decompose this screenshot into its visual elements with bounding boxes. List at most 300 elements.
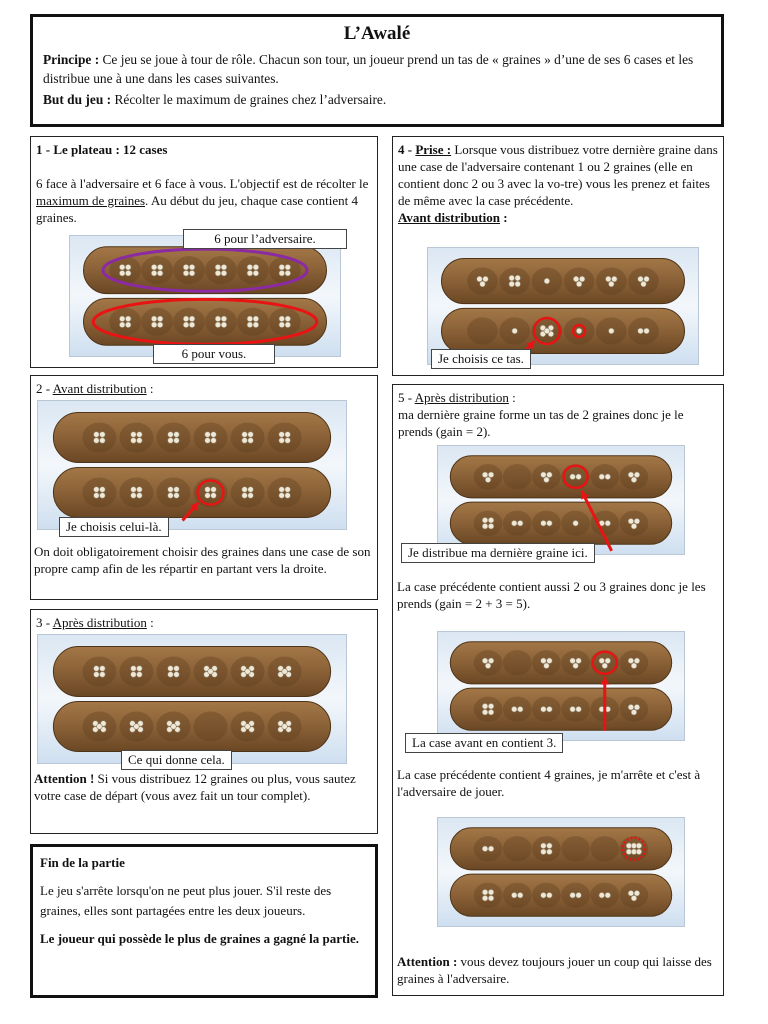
caption-tas: Je choisis ce tas.	[431, 349, 531, 369]
seed	[605, 474, 611, 480]
seed	[131, 487, 137, 493]
seed	[547, 706, 553, 712]
board-capture-3	[437, 817, 685, 927]
seed	[215, 270, 221, 276]
seed	[253, 316, 259, 322]
seed	[279, 493, 285, 499]
seed	[134, 724, 140, 730]
seed	[211, 438, 217, 444]
principe-text: Ce jeu se joue à tour de rôle. Chacun son tour, un joueur prend un tas de « graines » d’une de ses 6 cases et les distribue une à une dans les cases suivantes.	[43, 52, 694, 86]
seed	[488, 709, 494, 715]
board-pit	[237, 256, 269, 284]
seed	[282, 669, 288, 675]
seed	[517, 892, 523, 898]
seed	[599, 892, 605, 898]
seed	[174, 672, 180, 678]
seed	[131, 666, 137, 672]
seed	[541, 706, 547, 712]
section4-text: 4 - Prise : Lorsque vous distribuez votre dernière graine dans une case de l'adversaire contenant 1 ou 2 graines (elle en contient donc 2 ou 3 avec la vo-tre) vous les prenez et faites de même avec la case précédente.	[398, 142, 718, 208]
seed	[157, 264, 163, 270]
caption-adversaire: 6 pour l’adversaire.	[183, 229, 347, 249]
seed	[488, 658, 494, 664]
board-pit	[268, 478, 302, 508]
seed	[168, 432, 174, 438]
board-pit	[109, 308, 141, 336]
seed	[157, 270, 163, 276]
section-apres-prise	[392, 384, 724, 996]
section2-text: On doit obligatoirement choisir des graines dans une case de son propre camp afin de les répartir en partant vers la droite.	[34, 544, 371, 576]
seed	[544, 278, 550, 284]
board-drawing	[428, 248, 698, 364]
seed	[488, 846, 494, 852]
seed	[242, 487, 248, 493]
seed	[576, 281, 582, 287]
seed	[285, 487, 291, 493]
seed	[482, 895, 488, 901]
board-drawing	[38, 401, 346, 529]
page-title: L’Awalé	[343, 23, 411, 44]
seed	[137, 487, 143, 493]
seed	[511, 892, 517, 898]
seed	[634, 890, 640, 896]
seed	[517, 520, 523, 526]
seed	[483, 276, 489, 282]
seed	[157, 316, 163, 322]
seed	[279, 264, 285, 270]
board-pit	[157, 657, 191, 687]
seed	[488, 517, 494, 523]
seed	[245, 724, 251, 730]
seed	[279, 270, 285, 276]
but-label: But du jeu :	[43, 92, 112, 107]
seed	[248, 487, 254, 493]
seed	[100, 432, 106, 438]
section-plateau	[30, 136, 378, 368]
board-drawing	[438, 446, 684, 554]
seed	[279, 438, 285, 444]
seed	[137, 672, 143, 678]
seed	[482, 658, 488, 664]
board-pit	[173, 308, 205, 336]
seed	[94, 672, 100, 678]
seed	[151, 316, 157, 322]
seed	[541, 892, 547, 898]
board-pit	[141, 308, 173, 336]
seed	[547, 472, 553, 478]
seed	[641, 281, 647, 287]
seed	[211, 493, 217, 499]
seed	[547, 843, 553, 849]
seed	[638, 276, 644, 282]
seed	[628, 518, 634, 524]
seed	[242, 432, 248, 438]
seed	[215, 316, 221, 322]
board-pit	[231, 478, 265, 508]
seed	[477, 276, 483, 282]
board-pit	[269, 308, 301, 336]
seed	[137, 493, 143, 499]
seed	[606, 276, 612, 282]
seed	[634, 658, 640, 664]
board-after	[37, 634, 347, 764]
section5-text1: ma dernière graine forme un tas de 2 graines donc je le prends (gain = 2).	[398, 407, 684, 439]
seed	[485, 477, 491, 483]
seed	[189, 322, 195, 328]
seed	[482, 472, 488, 478]
caption-vous: 6 pour vous.	[153, 344, 275, 364]
section2-title: 2 - Avant distribution :	[36, 381, 154, 396]
seed	[174, 666, 180, 672]
seed	[576, 892, 582, 898]
seed	[579, 276, 585, 282]
board-pit	[474, 883, 503, 908]
seed	[631, 477, 637, 483]
seed	[511, 706, 517, 712]
board-pit	[157, 423, 191, 453]
seed	[119, 316, 125, 322]
seed	[547, 658, 553, 664]
seed	[168, 666, 174, 672]
seed	[541, 843, 547, 849]
section-fin-partie	[30, 844, 378, 998]
board-pit	[141, 256, 173, 284]
seed	[576, 474, 582, 480]
board-drawing	[38, 635, 346, 763]
seed	[631, 895, 637, 901]
seed	[631, 709, 637, 715]
seed	[208, 669, 214, 675]
section-plateau-title: 1 - Le plateau : 12 cases	[36, 142, 168, 157]
board-pit	[503, 464, 532, 489]
seed	[644, 276, 650, 282]
seed	[573, 663, 579, 669]
seed	[137, 432, 143, 438]
seed	[119, 270, 125, 276]
seed	[609, 281, 615, 287]
seed	[602, 663, 608, 669]
fin-title: Fin de la partie	[40, 855, 125, 870]
board-pit	[237, 308, 269, 336]
seed	[131, 438, 137, 444]
seed	[576, 706, 582, 712]
section-apres-distribution	[30, 609, 378, 834]
seed	[189, 270, 195, 276]
seed	[215, 322, 221, 328]
seed	[131, 493, 137, 499]
section3-title: 3 - Après distribution :	[36, 615, 154, 630]
seed	[488, 472, 494, 478]
seed	[253, 264, 259, 270]
seed	[215, 264, 221, 270]
seed	[628, 658, 634, 664]
seed	[125, 270, 131, 276]
seed	[189, 316, 195, 322]
seed	[183, 322, 189, 328]
seed	[174, 438, 180, 444]
seed	[609, 328, 615, 334]
seed	[512, 328, 518, 334]
seed	[97, 724, 103, 730]
board-pit	[561, 836, 590, 861]
seed	[100, 487, 106, 493]
seed	[644, 328, 650, 334]
seed	[634, 518, 640, 524]
seed	[183, 270, 189, 276]
fin-winner: Le joueur qui possède le plus de graines a gagné la partie.	[40, 931, 360, 946]
but-text: Récolter le maximum de graines chez l’adversaire.	[111, 92, 387, 107]
seed	[628, 472, 634, 478]
seed	[541, 520, 547, 526]
seed	[168, 487, 174, 493]
board-drawing	[438, 818, 684, 926]
board-pit	[173, 256, 205, 284]
seed	[248, 432, 254, 438]
seed	[541, 658, 547, 664]
seed	[151, 264, 157, 270]
seed	[205, 438, 211, 444]
seed	[517, 706, 523, 712]
seed	[94, 438, 100, 444]
board-capture-1	[437, 445, 685, 555]
seed	[183, 316, 189, 322]
seed	[221, 264, 227, 270]
seed	[211, 487, 217, 493]
board-capture-2	[437, 631, 685, 741]
seed	[247, 264, 253, 270]
board-pit	[474, 697, 503, 722]
seed	[247, 322, 253, 328]
seed	[137, 438, 143, 444]
seed	[168, 672, 174, 678]
board-pit	[82, 657, 116, 687]
seed	[570, 474, 576, 480]
seed	[636, 849, 642, 855]
board-pit	[474, 511, 503, 536]
seed	[174, 432, 180, 438]
seed	[544, 663, 550, 669]
seed	[638, 328, 644, 334]
board-pit	[499, 267, 530, 294]
section5-text3: La case précédente contient 4 graines, je m'arrête et c'est à l'adversaire de jouer.	[397, 767, 701, 799]
seed	[242, 493, 248, 499]
seed	[100, 438, 106, 444]
seed	[573, 520, 579, 526]
seed	[119, 264, 125, 270]
board-pit	[119, 657, 153, 687]
seed	[131, 432, 137, 438]
seed	[279, 322, 285, 328]
seed	[279, 432, 285, 438]
seed	[125, 316, 131, 322]
seed	[285, 316, 291, 322]
seed	[94, 487, 100, 493]
board-pit	[231, 423, 265, 453]
seed	[605, 892, 611, 898]
seed	[636, 843, 642, 849]
seed	[151, 322, 157, 328]
seed	[189, 264, 195, 270]
seed	[137, 666, 143, 672]
but-paragraph	[43, 90, 711, 109]
seed	[488, 703, 494, 709]
seed	[247, 316, 253, 322]
seed	[285, 438, 291, 444]
board-pit	[119, 478, 153, 508]
fin-text: Le jeu s'arrête lorsqu'on ne peut plus jouer. S'il reste des graines, elles sont partagées entre les deux joueurs.	[40, 883, 332, 918]
seed	[94, 432, 100, 438]
seed	[634, 472, 640, 478]
header-box	[30, 14, 724, 127]
seed	[171, 724, 177, 730]
seed	[168, 438, 174, 444]
seed	[515, 275, 521, 281]
seed	[488, 889, 494, 895]
seed	[547, 892, 553, 898]
seed	[482, 889, 488, 895]
seed	[628, 704, 634, 710]
seed	[174, 493, 180, 499]
section-plateau-text: 6 face à l'adversaire et 6 face à vous. L'objectif est de récolter le maximum de graines. Au début du jeu, chaque case contient 4 graines.	[36, 176, 369, 225]
board-initial	[69, 235, 341, 357]
seed	[100, 666, 106, 672]
seed	[285, 432, 291, 438]
seed	[205, 493, 211, 499]
seed	[221, 270, 227, 276]
seed	[245, 669, 251, 675]
section3-attention: Attention ! Si vous distribuez 12 graines ou plus, vous sautez votre case de départ (vous avez fait un tour complet).	[34, 771, 356, 803]
seed	[488, 523, 494, 529]
seed	[482, 523, 488, 529]
caption-case-avant: La case avant en contient 3.	[405, 733, 563, 753]
caption-choisis: Je choisis celui-là.	[59, 517, 169, 537]
board-pit	[503, 650, 532, 675]
seed	[485, 663, 491, 669]
seed	[570, 658, 576, 664]
seed	[482, 703, 488, 709]
seed	[599, 658, 605, 664]
seed	[248, 493, 254, 499]
seed	[253, 322, 259, 328]
seed	[285, 322, 291, 328]
seed	[94, 666, 100, 672]
caption-derniere-graine: Je distribue ma dernière graine ici.	[401, 543, 595, 563]
seed	[541, 849, 547, 855]
seed	[541, 472, 547, 478]
seed	[174, 487, 180, 493]
seed	[285, 270, 291, 276]
seed	[205, 487, 211, 493]
board-pit	[503, 836, 532, 861]
board-pit	[467, 317, 498, 344]
seed	[509, 275, 515, 281]
seed	[125, 264, 131, 270]
board-prise-before	[427, 247, 699, 365]
seed	[131, 672, 137, 678]
seed	[279, 316, 285, 322]
seed	[544, 328, 550, 334]
seed	[631, 663, 637, 669]
board-pit	[194, 712, 228, 742]
seed	[515, 281, 521, 287]
seed	[511, 520, 517, 526]
seed	[94, 493, 100, 499]
seed	[480, 281, 486, 287]
seed	[488, 895, 494, 901]
section-prise	[392, 136, 724, 376]
seed	[183, 264, 189, 270]
seed	[573, 276, 579, 282]
seed	[282, 724, 288, 730]
seed	[482, 709, 488, 715]
seed	[279, 487, 285, 493]
seed	[547, 849, 553, 855]
seed	[248, 438, 254, 444]
section5-text2: La case précédente contient aussi 2 ou 3 graines donc je les prends (gain = 2 + 3 = 5).	[397, 579, 706, 611]
section5-attention: Attention : vous devez toujours jouer un coup qui laisse des graines à l'adversaire.	[397, 954, 712, 986]
seed	[634, 704, 640, 710]
section-avant-distribution	[30, 375, 378, 600]
seed	[151, 270, 157, 276]
seed	[605, 520, 611, 526]
board-drawing	[438, 632, 684, 740]
seed	[247, 270, 253, 276]
board-pit	[157, 478, 191, 508]
board-pit	[205, 308, 237, 336]
seed	[242, 438, 248, 444]
seed	[482, 846, 488, 852]
board-before	[37, 400, 347, 530]
board-pit	[532, 836, 561, 861]
seed	[100, 493, 106, 499]
seed	[509, 281, 515, 287]
board-pit	[119, 423, 153, 453]
seed	[221, 316, 227, 322]
section5-title: 5 - Après distribution :	[398, 390, 516, 405]
seed	[253, 270, 259, 276]
board-pit	[82, 478, 116, 508]
seed	[547, 520, 553, 526]
board-pit	[268, 423, 302, 453]
seed	[211, 432, 217, 438]
seed	[612, 276, 618, 282]
seed	[628, 890, 634, 896]
seed	[599, 474, 605, 480]
board-drawing	[70, 236, 340, 356]
seed	[285, 493, 291, 499]
seed	[570, 706, 576, 712]
seed	[482, 517, 488, 523]
board-pit	[82, 423, 116, 453]
seed	[125, 322, 131, 328]
board-pit	[590, 836, 619, 861]
seed	[157, 322, 163, 328]
seed	[205, 432, 211, 438]
principe-paragraph	[43, 50, 711, 88]
board-pit	[205, 256, 237, 284]
seed	[605, 658, 611, 664]
caption-resultat: Ce qui donne cela.	[121, 750, 232, 770]
seed	[285, 264, 291, 270]
seed	[119, 322, 125, 328]
seed	[221, 322, 227, 328]
seed	[544, 477, 550, 483]
seed	[576, 658, 582, 664]
seed	[100, 672, 106, 678]
seed	[168, 493, 174, 499]
seed	[576, 328, 582, 334]
section4-avant: Avant distribution :	[398, 210, 508, 225]
board-pit	[194, 423, 228, 453]
